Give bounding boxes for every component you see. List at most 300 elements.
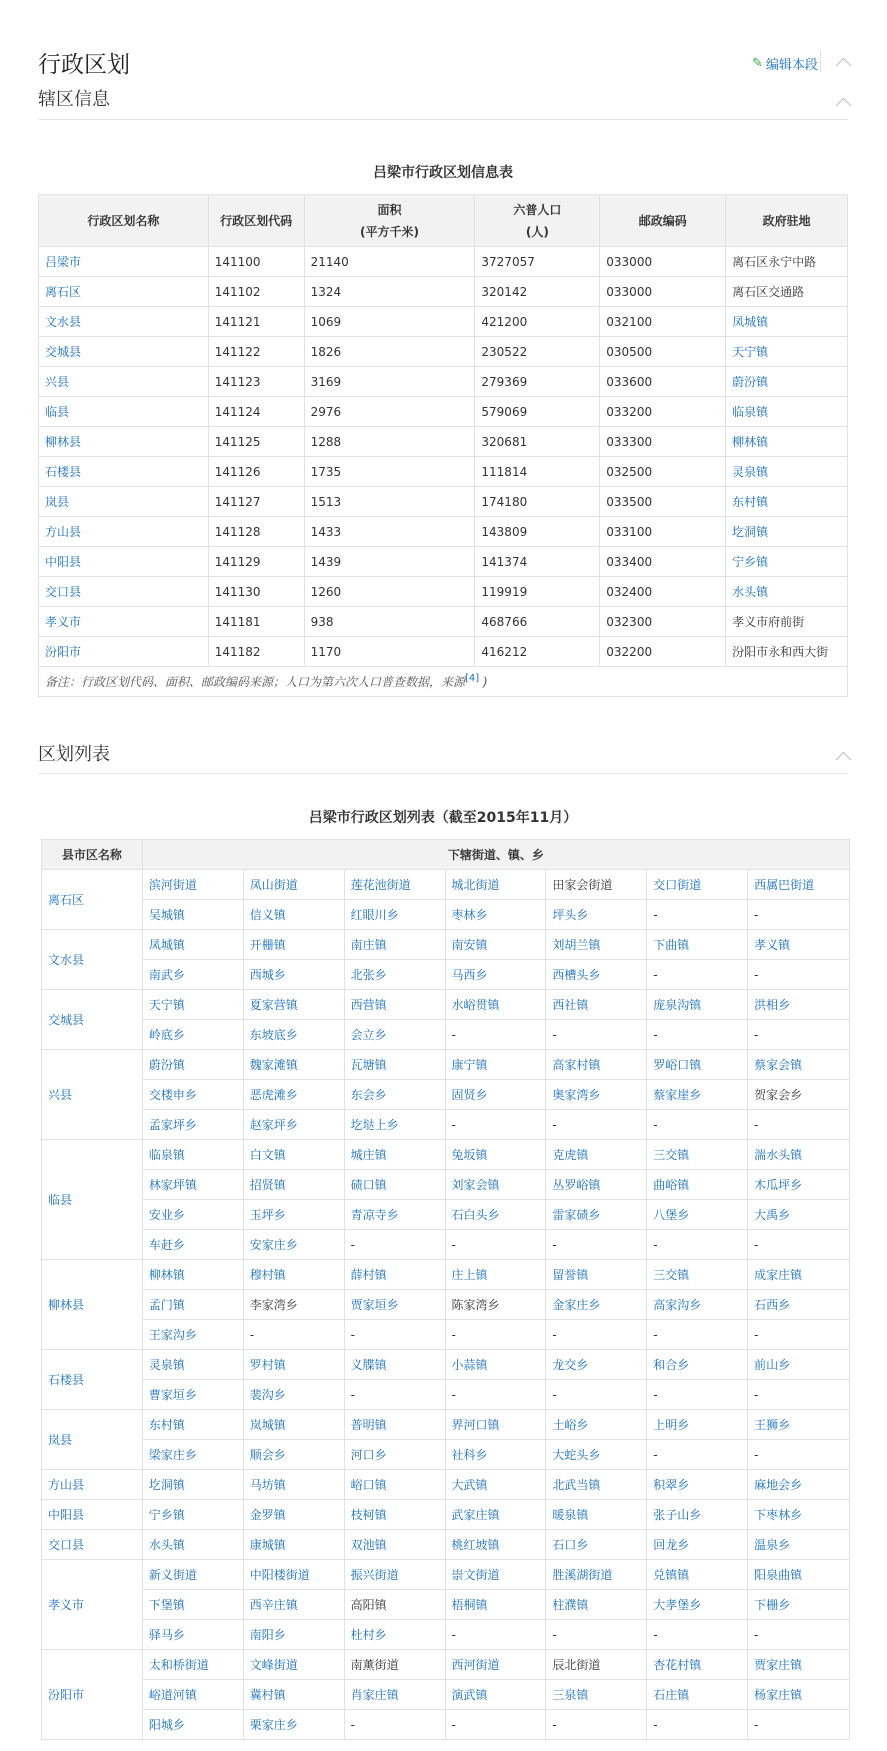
town-link[interactable]: 宁乡镇 [148,1508,185,1522]
town-link[interactable]: 太和桥街道 [148,1658,209,1672]
town-link[interactable]: 杨家庄镇 [754,1688,803,1702]
town-link[interactable]: 马坊镇 [249,1478,286,1492]
county-link[interactable]: 交口县 [48,1538,85,1552]
seat-link[interactable]: 水头镇 [732,585,769,599]
town-link[interactable]: 岚城镇 [249,1418,286,1432]
town-link[interactable]: 龙交乡 [552,1358,589,1372]
town-link[interactable]: 南武乡 [148,968,185,982]
town-link[interactable]: 圪垯上乡 [350,1118,399,1132]
town-link[interactable]: 大孝堡乡 [653,1598,702,1612]
town-link[interactable]: 东会乡 [350,1088,387,1102]
cell-text: - [653,1717,658,1732]
town-link[interactable]: 西社镇 [552,998,589,1012]
town-link[interactable]: 坪头乡 [552,908,589,922]
county-link[interactable]: 交城县 [48,1013,85,1027]
town-link[interactable]: 薛村镇 [350,1268,387,1282]
town-link[interactable]: 城庄镇 [350,1148,387,1162]
town-link[interactable]: 夏家营镇 [249,998,298,1012]
town-link[interactable]: 罗峪口镇 [653,1058,702,1072]
town-link[interactable]: 信义镇 [249,908,286,922]
table-cell [546,1020,647,1050]
town-link[interactable]: 庞泉沟镇 [653,998,702,1012]
county-cell [42,1260,143,1350]
table-cell [243,1620,344,1650]
table-cell [39,547,209,577]
town-link[interactable]: 北武当镇 [552,1478,601,1492]
town-link[interactable]: 莲花池街道 [350,878,411,892]
table-cell [142,1500,243,1530]
seat-link[interactable]: 凤城镇 [732,315,769,329]
town-link[interactable]: 桃红坡镇 [451,1538,500,1552]
town-link[interactable]: 武家庄镇 [451,1508,500,1522]
town-link[interactable]: 恶虎滩乡 [249,1088,298,1102]
seat-link[interactable]: 柳林镇 [732,435,769,449]
table-cell [142,990,243,1020]
town-link[interactable]: 梁家庄乡 [148,1448,197,1462]
town-link[interactable]: 孝义镇 [754,938,791,952]
town-link[interactable]: 曹家垣乡 [148,1388,197,1402]
town-link[interactable]: 滨河街道 [148,878,197,892]
town-link[interactable]: 文峰街道 [249,1658,298,1672]
town-link[interactable]: 肖家庄镇 [350,1688,399,1702]
town-link[interactable]: 玉坪乡 [249,1208,286,1222]
table-row [39,307,848,337]
town-link[interactable]: 杜村乡 [350,1628,387,1642]
town-link[interactable]: 梧桐镇 [451,1598,488,1612]
table-cell [546,1410,647,1440]
town-link[interactable]: 温泉乡 [754,1538,791,1552]
seat-link[interactable]: 宁乡镇 [732,555,769,569]
town-link[interactable]: 水头镇 [148,1538,185,1552]
table-cell [142,1650,243,1680]
division-link[interactable]: 离石区 [45,285,82,299]
table-cell [647,1380,748,1410]
table-cell [748,1470,850,1500]
cell-text: 030500 [606,344,653,359]
edit-section-button[interactable] [752,54,818,73]
table-cell [647,1500,748,1530]
cell-text: 3169 [310,374,342,389]
town-link[interactable]: 会立乡 [350,1028,387,1042]
town-link[interactable]: 河口乡 [350,1448,387,1462]
town-link[interactable]: 阳泉曲镇 [754,1568,803,1582]
table-cell [475,277,600,307]
table-row [42,870,850,900]
town-link[interactable]: 振兴街道 [350,1568,399,1582]
table-cell [748,1680,850,1710]
town-link[interactable]: 大禹乡 [754,1208,791,1222]
cell-text: - [451,1327,456,1342]
town-link[interactable]: 石口乡 [552,1538,589,1552]
town-link[interactable]: 湍水头镇 [754,1148,803,1162]
town-link[interactable]: 金家庄乡 [552,1298,601,1312]
town-link[interactable]: 下枣林乡 [754,1508,803,1522]
table-cell [445,1320,546,1350]
town-link[interactable]: 安业乡 [148,1208,185,1222]
table-cell [142,1200,243,1230]
town-link[interactable]: 成家庄镇 [754,1268,803,1282]
town-link[interactable]: 东坡底乡 [249,1028,298,1042]
seat-link[interactable]: 灵泉镇 [732,465,769,479]
town-link[interactable]: 固贤乡 [451,1088,488,1102]
table-cell [445,1590,546,1620]
table-cell [748,1320,850,1350]
town-link[interactable]: 西城乡 [249,968,286,982]
town-link[interactable]: 交楼申乡 [148,1088,197,1102]
division-link[interactable]: 石楼县 [45,465,82,479]
county-link[interactable]: 石楼县 [48,1373,85,1387]
table-cell [39,427,209,457]
table-cell [445,1110,546,1140]
town-link[interactable]: 南阳乡 [249,1628,286,1642]
table-cell [475,427,600,457]
table-row [42,1020,850,1050]
town-link[interactable]: 马西乡 [451,968,488,982]
town-link[interactable]: 石西乡 [754,1298,791,1312]
county-link[interactable]: 临县 [48,1193,73,1207]
seat-link[interactable]: 东村镇 [732,495,769,509]
table-row [39,517,848,547]
town-link[interactable]: 金罗镇 [249,1508,286,1522]
table-caption: 吕梁市行政区划信息表 [373,165,513,181]
town-link[interactable]: 蔡家崖乡 [653,1088,702,1102]
seat-link[interactable]: 临泉镇 [732,405,769,419]
cell-text: - [552,1627,557,1642]
town-link[interactable]: 孟门镇 [148,1298,185,1312]
town-link[interactable]: 木瓜坪乡 [754,1178,803,1192]
county-link[interactable]: 岚县 [48,1433,73,1447]
division-link[interactable]: 兴县 [45,375,70,389]
county-link[interactable]: 孝义市 [48,1598,85,1612]
town-link[interactable]: 八堡乡 [653,1208,690,1222]
cell-text: - [653,1117,658,1132]
table-cell [344,1020,445,1050]
chevron-up-icon[interactable] [836,752,852,768]
table-cell [208,607,304,637]
table-cell [546,1200,647,1230]
division-link[interactable]: 汾阳市 [45,645,82,659]
town-link[interactable]: 冀村镇 [249,1688,286,1702]
town-link[interactable]: 和合乡 [653,1358,690,1372]
reference-link[interactable]: [4] [465,673,480,684]
town-link[interactable]: 枝柯镇 [350,1508,387,1522]
town-link[interactable]: 胜溪湖街道 [552,1568,613,1582]
table-cell [647,1080,748,1110]
table-cell [243,1590,344,1620]
town-link[interactable]: 魏家滩镇 [249,1058,298,1072]
section-title: 行政区划 [38,52,130,78]
town-link[interactable]: 西槽头乡 [552,968,601,982]
seat-link[interactable]: 圪洞镇 [732,525,769,539]
chevron-up-icon[interactable] [836,98,852,114]
town-link[interactable]: 西属巴街道 [754,878,815,892]
chevron-up-icon[interactable] [836,58,852,74]
cell-text: 1433 [310,524,342,539]
table-cell [748,870,850,900]
town-link[interactable]: 东村镇 [148,1418,185,1432]
town-link[interactable]: 土峪乡 [552,1418,589,1432]
town-link[interactable]: 克虎镇 [552,1148,589,1162]
town-link[interactable]: 大武镇 [451,1478,488,1492]
town-link[interactable]: 下栅乡 [754,1598,791,1612]
town-link[interactable]: 瓦塘镇 [350,1058,387,1072]
table-cell [647,1560,748,1590]
town-link[interactable]: 圪洞镇 [148,1478,185,1492]
table-row [42,990,850,1020]
table-cell [445,1170,546,1200]
town-link[interactable]: 三交镇 [653,1268,690,1282]
table-cell [647,1650,748,1680]
town-link[interactable]: 下曲镇 [653,938,690,952]
table-cell [546,960,647,990]
table-cell [748,1260,850,1290]
town-link[interactable]: 演武镇 [451,1688,488,1702]
cell-text: 032200 [606,644,653,659]
town-link[interactable]: 曲峪镇 [653,1178,690,1192]
town-link[interactable]: 碛口镇 [350,1178,387,1192]
table-cell [142,1380,243,1410]
town-link[interactable]: 车赶乡 [148,1238,185,1252]
town-link[interactable]: 枣林乡 [451,908,488,922]
town-link[interactable]: 回龙乡 [653,1538,690,1552]
town-link[interactable]: 石白头乡 [451,1208,500,1222]
table-cell [142,1020,243,1050]
cell-text: 南薰街道 [350,1658,399,1672]
town-link[interactable]: 阳城乡 [148,1718,185,1732]
table-cell [748,1350,850,1380]
cell-text: 141374 [481,554,528,569]
town-link[interactable]: 栗家庄乡 [249,1718,298,1732]
town-link[interactable]: 灵泉镇 [148,1358,185,1372]
town-link[interactable]: 白文镇 [249,1148,286,1162]
division-link[interactable]: 吕梁市 [45,255,82,269]
division-link[interactable]: 方山县 [45,525,82,539]
table-cell [208,457,304,487]
town-link[interactable]: 高家村镇 [552,1058,601,1072]
town-link[interactable]: 蔡家会镇 [754,1058,803,1072]
table-cell [243,960,344,990]
town-link[interactable]: 西营镇 [350,998,387,1012]
town-link[interactable]: 雷家碛乡 [552,1208,601,1222]
town-link[interactable]: 王家沟乡 [148,1328,197,1342]
town-link[interactable]: 康城镇 [249,1538,286,1552]
town-link[interactable]: 兑镇镇 [653,1568,690,1582]
town-link[interactable]: 南安镇 [451,938,488,952]
cell-text: 279369 [481,374,528,389]
table-cell [344,1440,445,1470]
table-cell [475,367,600,397]
table-cell [304,397,475,427]
table-cell [726,577,848,607]
town-link[interactable]: 三泉镇 [552,1688,589,1702]
town-link[interactable]: 留誉镇 [552,1268,589,1282]
town-link[interactable]: 双池镇 [350,1538,387,1552]
town-link[interactable]: 林家坪镇 [148,1178,197,1192]
town-link[interactable]: 崇文街道 [451,1568,500,1582]
cell-text: 141128 [214,524,261,539]
town-link[interactable]: 张子山乡 [653,1508,702,1522]
division-link[interactable]: 交城县 [45,345,82,359]
town-link[interactable]: 凤城镇 [148,938,185,952]
town-link[interactable]: 庄上镇 [451,1268,488,1282]
seat-link[interactable]: 蔚汾镇 [732,375,769,389]
table-cell [647,1140,748,1170]
town-link[interactable]: 界河口镇 [451,1418,500,1432]
town-link[interactable]: 高家沟乡 [653,1298,702,1312]
town-link[interactable]: 天宁镇 [148,998,185,1012]
division-link[interactable]: 柳林县 [45,435,82,449]
table-cell [726,367,848,397]
table-cell [748,1590,850,1620]
town-link[interactable]: 交口街道 [653,878,702,892]
town-link[interactable]: 招贤镇 [249,1178,286,1192]
town-link[interactable]: 王狮乡 [754,1418,791,1432]
town-link[interactable]: 蔚汾镇 [148,1058,185,1072]
table-cell [344,1170,445,1200]
table-cell [344,900,445,930]
town-link[interactable]: 青凉寺乡 [350,1208,399,1222]
town-link[interactable]: 暖泉镇 [552,1508,589,1522]
cell-text: - [552,1237,557,1252]
division-link[interactable]: 中阳县 [45,555,82,569]
town-link[interactable]: 社科乡 [451,1448,488,1462]
county-link[interactable]: 柳林县 [48,1298,85,1312]
town-link[interactable]: 下堡镇 [148,1598,185,1612]
town-link[interactable]: 西辛庄镇 [249,1598,298,1612]
town-link[interactable]: 三交镇 [653,1148,690,1162]
town-link[interactable]: 凤山街道 [249,878,298,892]
town-link[interactable]: 吴城镇 [148,908,185,922]
table-cell [208,577,304,607]
town-link[interactable]: 中阳楼街道 [249,1568,310,1582]
town-link[interactable]: 孟家坪乡 [148,1118,197,1132]
table-cell [647,1320,748,1350]
county-cell [42,990,143,1050]
town-link[interactable]: 北张乡 [350,968,387,982]
town-link[interactable]: 康宁镇 [451,1058,488,1072]
town-link[interactable]: 义牒镇 [350,1358,387,1372]
cell-text: 111814 [481,464,528,479]
cell-text: 贺家会乡 [754,1088,803,1102]
table-row [42,1350,850,1380]
town-link[interactable]: 刘胡兰镇 [552,938,601,952]
seat-link[interactable]: 天宁镇 [732,345,769,359]
county-link[interactable]: 文水县 [48,953,85,967]
division-link[interactable]: 文水县 [45,315,82,329]
town-link[interactable]: 普明镇 [350,1418,387,1432]
table-cell [445,1530,546,1560]
town-link[interactable]: 峪道河镇 [148,1688,197,1702]
county-link[interactable]: 方山县 [48,1478,85,1492]
town-link[interactable]: 杏花村镇 [653,1658,702,1672]
table-cell [243,1140,344,1170]
division-link[interactable]: 孝义市 [45,615,82,629]
town-link[interactable]: 前山乡 [754,1358,791,1372]
town-link[interactable]: 奥家湾乡 [552,1088,601,1102]
table-cell [142,1170,243,1200]
town-link[interactable]: 南庄镇 [350,938,387,952]
town-link[interactable]: 城北街道 [451,878,500,892]
county-cell [42,1560,143,1650]
town-link[interactable]: 贾家垣乡 [350,1298,399,1312]
table-row [39,427,848,457]
town-link[interactable]: 安家庄乡 [249,1238,298,1252]
table-cell [748,1620,850,1650]
town-link[interactable]: 刘家会镇 [451,1178,500,1192]
town-link[interactable]: 驿马乡 [148,1628,185,1642]
county-link[interactable]: 中阳县 [48,1508,85,1522]
table-cell [344,1200,445,1230]
county-link[interactable]: 离石区 [48,893,85,907]
town-link[interactable]: 洪相乡 [754,998,791,1012]
town-link[interactable]: 麻地会乡 [754,1478,803,1492]
county-link[interactable]: 兴县 [48,1088,73,1102]
table-cell [445,1680,546,1710]
town-link[interactable]: 岭底乡 [148,1028,185,1042]
table-cell [546,1320,647,1350]
town-link[interactable]: 红眼川乡 [350,908,399,922]
town-link[interactable]: 小蒜镇 [451,1358,488,1372]
table-cell [546,1350,647,1380]
column-header: 面积 (平方千米) [304,195,475,247]
town-link[interactable]: 新义街道 [148,1568,197,1582]
town-link[interactable]: 石庄镇 [653,1688,690,1702]
table-cell [748,930,850,960]
town-link[interactable]: 裴沟乡 [249,1388,286,1402]
town-link[interactable]: 峪口镇 [350,1478,387,1492]
town-link[interactable]: 罗村镇 [249,1358,286,1372]
division-link[interactable]: 岚县 [45,495,70,509]
table-cell [142,930,243,960]
county-link[interactable]: 汾阳市 [48,1688,85,1702]
cell-text: 143809 [481,524,528,539]
division-link[interactable]: 交口县 [45,585,82,599]
table-cell [142,1410,243,1440]
table-cell [304,427,475,457]
table-cell [344,1380,445,1410]
town-link[interactable]: 大蛇头乡 [552,1448,601,1462]
table-cell [546,1290,647,1320]
town-link[interactable]: 穆村镇 [249,1268,286,1282]
table-cell [546,1530,647,1560]
town-link[interactable]: 柳林镇 [148,1268,185,1282]
cell-text: 033400 [606,554,653,569]
division-link[interactable]: 临县 [45,405,70,419]
town-link[interactable]: 贾家庄镇 [754,1658,803,1672]
town-link[interactable]: 开栅镇 [249,938,286,952]
town-link[interactable]: 丛罗峪镇 [552,1178,601,1192]
town-link[interactable]: 赵家坪乡 [249,1118,298,1132]
table-cell [243,1200,344,1230]
town-link[interactable]: 兔坂镇 [451,1148,488,1162]
cell-text: 141126 [214,464,261,479]
cell-text: 孝义市府前街 [732,615,805,629]
table-cell [600,547,726,577]
table-cell [142,900,243,930]
table-cell [600,517,726,547]
table-cell [748,1410,850,1440]
table-cell [344,1320,445,1350]
town-link[interactable]: 积翠乡 [653,1478,690,1492]
town-link[interactable]: 柱濮镇 [552,1598,589,1612]
town-link[interactable]: 水峪贯镇 [451,998,500,1012]
town-link[interactable]: 临泉镇 [148,1148,185,1162]
town-link[interactable]: 西河街道 [451,1658,500,1672]
town-link[interactable]: 顺会乡 [249,1448,286,1462]
cell-text: 141122 [214,344,261,359]
town-link[interactable]: 上明乡 [653,1418,690,1432]
table-cell [647,1410,748,1440]
